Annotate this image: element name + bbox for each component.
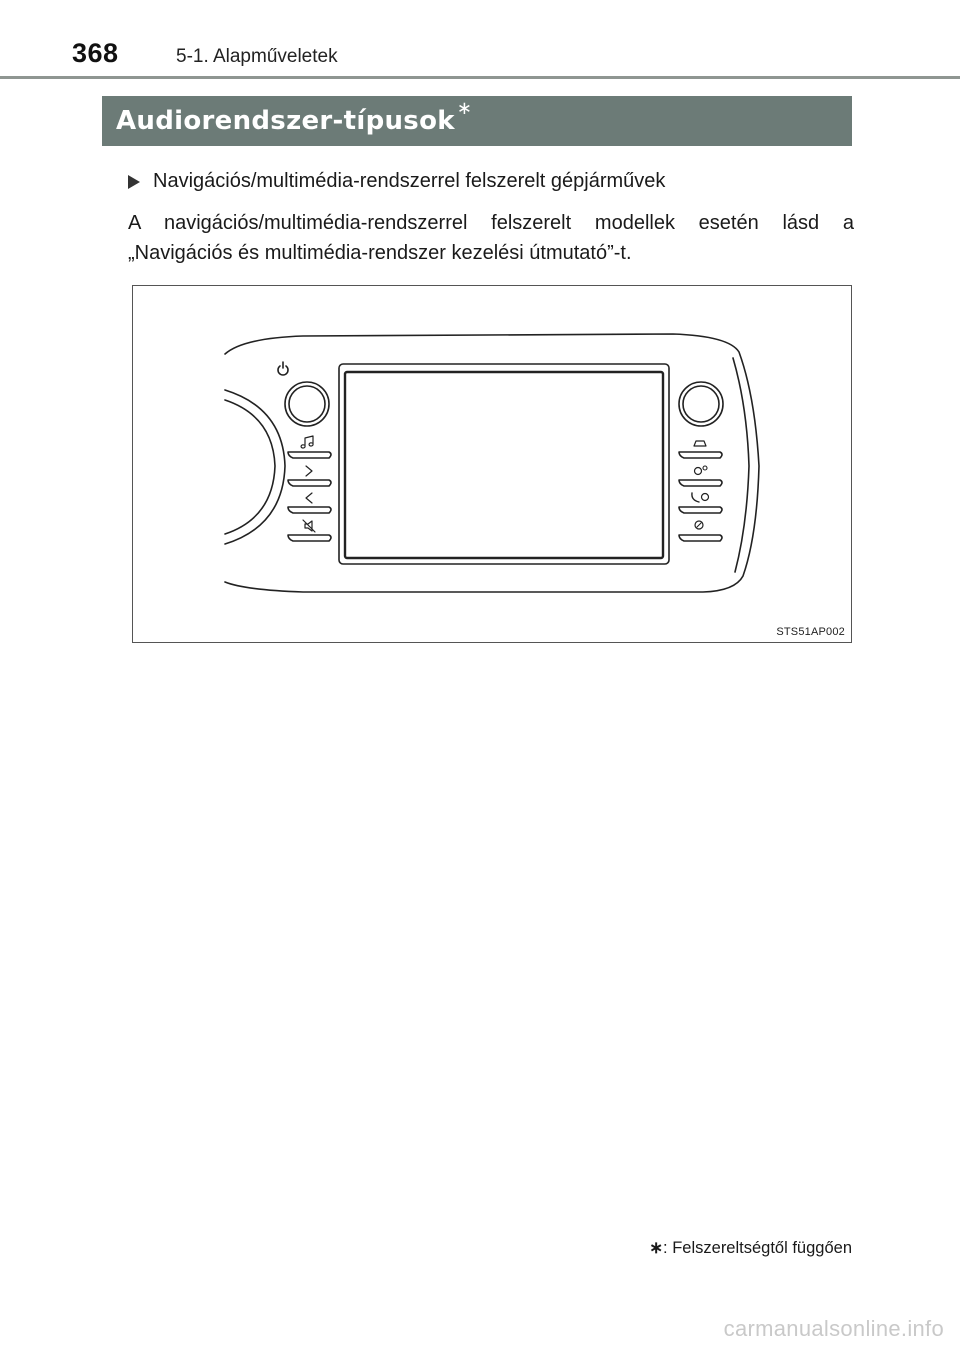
right-button-settings: [679, 466, 722, 486]
section-heading-bar: [102, 96, 852, 146]
watermark: carmanualsonline.info: [723, 1316, 944, 1341]
dashboard-cutout: [225, 400, 275, 534]
head-unit-housing-inner: [733, 358, 749, 572]
bullet-arrow-icon: [128, 175, 140, 189]
bullet-item: [128, 170, 665, 193]
right-button-phone: [679, 493, 722, 513]
footnote-asterisk: ∗: [649, 1239, 664, 1257]
right-button-car: [679, 441, 722, 458]
left-button-prev: [288, 493, 331, 513]
figure-frame: [132, 285, 852, 643]
footnote-text: : Felszereltségtől függően: [663, 1239, 852, 1257]
header-rule: [0, 76, 960, 79]
body-paragraph: A navigációs/multimédia-rendszerrel felszerelt modellek esetén lásd a „Navigációs és multimédia-rendszer kezelési útmutató”-t.: [128, 212, 854, 264]
right-button-navigation: [679, 521, 722, 541]
left-button-next: [288, 466, 331, 486]
chapter-title: 5-1. Alapműveletek: [176, 46, 338, 67]
figure-code: STS51AP002: [776, 626, 845, 638]
display-screen-bezel: [339, 364, 669, 564]
left-button-music: [288, 436, 331, 458]
left-button-mute: [288, 520, 331, 541]
display-screen: [345, 372, 663, 558]
tune-knob: [679, 382, 723, 426]
footnote: [649, 1238, 852, 1258]
head-unit-illustration: [133, 286, 851, 642]
power-icon: [278, 362, 288, 375]
section-asterisk: ∗: [456, 98, 472, 118]
bullet-text: Navigációs/multimédia-rendszerrel felszerelt gépjárművek: [153, 170, 666, 192]
section-title: Audiorendszer-típusok: [116, 106, 455, 136]
volume-knob: [285, 382, 329, 426]
page-number: 368: [72, 38, 119, 68]
